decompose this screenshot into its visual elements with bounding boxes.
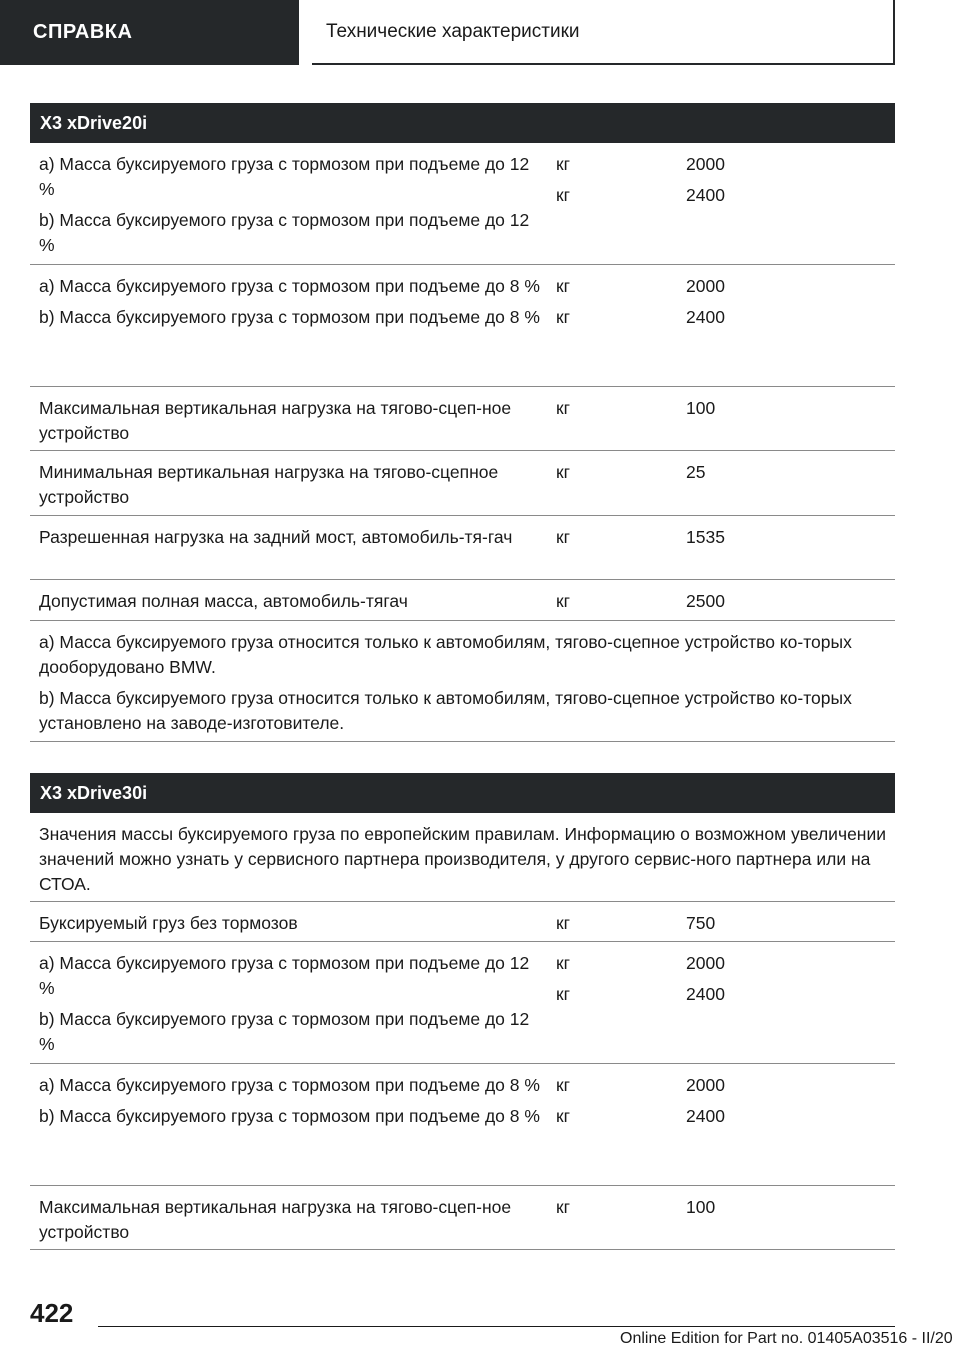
footnote-b: b) Масса буксируемого груза относится только к автомобилям, тягово-сцепное устройство ко-торых установлено на заводе-изготовителе. xyxy=(39,688,852,733)
row-label: Буксируемый груз без тормозов xyxy=(39,913,298,933)
footer-divider xyxy=(98,1326,895,1327)
value-a: 2000 xyxy=(686,276,725,296)
unit: кг xyxy=(556,591,571,611)
table-row xyxy=(30,942,895,1064)
value: 25 xyxy=(686,462,706,482)
edition-note: Online Edition for Part no. 01405A03516 - II/20 xyxy=(620,1330,953,1347)
value: 750 xyxy=(686,913,716,933)
value-b: 2400 xyxy=(686,1106,725,1126)
row-label-a: a) Масса буксируемого груза с тормозом при подъеме до 8 % xyxy=(39,1075,540,1095)
unit-a: кг xyxy=(556,1075,571,1095)
unit: кг xyxy=(556,398,571,418)
value: 2500 xyxy=(686,591,725,611)
row-label-a: a) Масса буксируемого груза с тормозом при подъеме до 12 % xyxy=(39,154,530,199)
row-label-a: a) Масса буксируемого груза с тормозом при подъеме до 12 % xyxy=(39,953,530,998)
table-row xyxy=(30,265,895,387)
page-number: 422 xyxy=(30,1298,74,1328)
value: 100 xyxy=(686,1197,716,1217)
table-row xyxy=(30,580,895,621)
row-label: Разрешенная нагрузка на задний мост, автомобиль-тя-гач xyxy=(39,527,513,547)
section-tab: СПРАВКА xyxy=(0,0,299,65)
table-row xyxy=(30,516,895,580)
row-label-b: b) Масса буксируемого груза с тормозом при подъеме до 8 % xyxy=(39,1106,540,1126)
value-b: 2400 xyxy=(686,307,725,327)
table-row xyxy=(30,1186,895,1250)
unit: кг xyxy=(556,462,571,482)
unit-b: кг xyxy=(556,185,571,205)
unit-a: кг xyxy=(556,953,571,973)
value: 100 xyxy=(686,398,716,418)
table-row xyxy=(30,387,895,451)
value-a: 2000 xyxy=(686,1075,725,1095)
row-label-b: b) Масса буксируемого груза с тормозом при подъеме до 8 % xyxy=(39,307,540,327)
unit-b: кг xyxy=(556,984,571,1004)
unit: кг xyxy=(556,1197,571,1217)
row-label-b: b) Масса буксируемого груза с тормозом при подъеме до 12 % xyxy=(39,1009,530,1054)
row-label: Допустимая полная масса, автомобиль-тягач xyxy=(39,591,408,611)
table-row xyxy=(30,1064,895,1186)
footnote-a: a) Масса буксируемого груза относится только к автомобилям, тягово-сцепное устройство ко-торых дооборудовано BMW. xyxy=(39,632,852,677)
footnote-row xyxy=(30,621,895,742)
value-b: 2400 xyxy=(686,185,725,205)
unit-b: кг xyxy=(556,307,571,327)
unit: кг xyxy=(556,527,571,547)
unit-a: кг xyxy=(556,276,571,296)
row-label-a: a) Масса буксируемого груза с тормозом при подъеме до 8 % xyxy=(39,276,540,296)
value-b: 2400 xyxy=(686,984,725,1004)
chapter-title: Технические характеристики xyxy=(312,0,895,65)
unit: кг xyxy=(556,913,571,933)
block2-title: X3 xDrive30i xyxy=(30,773,895,813)
table-row xyxy=(30,143,895,265)
value-a: 2000 xyxy=(686,953,725,973)
row-label-b: b) Масса буксируемого груза с тормозом при подъеме до 12 % xyxy=(39,210,530,255)
block1-title: X3 xDrive20i xyxy=(30,103,895,143)
table-row xyxy=(30,902,895,942)
value-a: 2000 xyxy=(686,154,725,174)
intro-text: Значения массы буксируемого груза по европейским правилам. Информацию о возможном увеличении значений можно узнать у сервисного партнера производителя, у другого сервис-ного партнера или на СТОА. xyxy=(39,824,887,894)
row-label: Максимальная вертикальная нагрузка на тягово-сцеп-ное устройство xyxy=(39,398,512,443)
row-label: Максимальная вертикальная нагрузка на тягово-сцеп-ное устройство xyxy=(39,1197,512,1242)
intro-row xyxy=(30,813,895,902)
unit-b: кг xyxy=(556,1106,571,1126)
table-row xyxy=(30,451,895,516)
row-label: Минимальная вертикальная нагрузка на тягово-сцепное устройство xyxy=(39,462,499,507)
unit-a: кг xyxy=(556,154,571,174)
value: 1535 xyxy=(686,527,725,547)
